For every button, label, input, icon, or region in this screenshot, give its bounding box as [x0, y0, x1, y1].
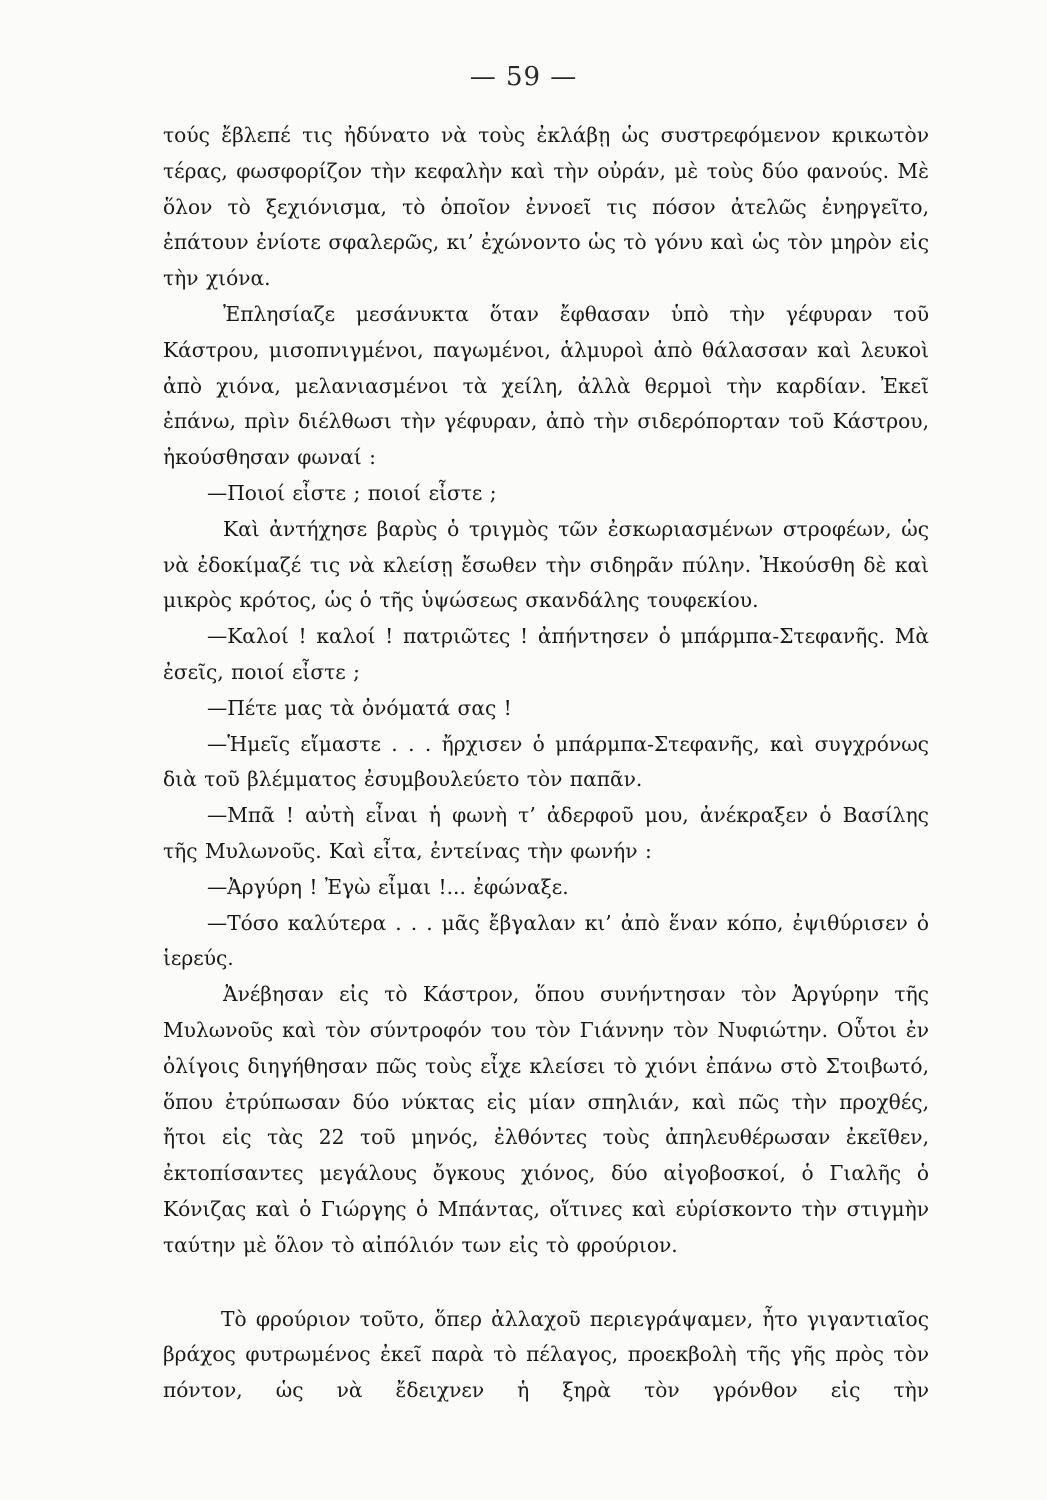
paragraph: Τὸ φρούριον τοῦτο, ὅπερ ἀλλαχοῦ περιεγράψαμεν, ἦτο γιγαντιαῖος βράχος φυτρωμένος ἐκεῖ παρὰ τὸ πέλαγος, προεκβολὴ τῆς γῆς πρὸς τὸν πόντον, ὡς νὰ ἔδειχνεν ἡ ξηρὰ τὸν γρόνθον εἰς τὴν: [163, 1306, 929, 1403]
paragraph: Ἐπλησίαζε μεσάνυκτα ὅταν ἔφθασαν ὑπὸ τὴν γέφυραν τοῦ Κάστρου, μισοπνιγμένοι, παγωμένοι, ἁλμυροὶ ἀπὸ θάλασσαν καὶ λευκοὶ ἀπὸ χιόνα, μελανιασμένοι τὰ χείλη, ἀλλὰ θερμοὶ τὴν καρδίαν. Ἐκεῖ ἐπάνω, πρὶν διέλθωσι τὴν γέφυραν, ἀπὸ τὴν σιδερόπορταν τοῦ Κάστρου, ἠκούσθησαν φωναί :: [163, 301, 929, 470]
paragraph: Καὶ ἀντήχησε βαρὺς ὁ τριγμὸς τῶν ἐσκωριασμένων στροφέων, ὡς νὰ ἐδοκίμαζέ τις νὰ κλείσῃ ἔσωθεν τὴν σιδηρᾶν πύλην. Ἠκούσθη δὲ καὶ μικρὸς κρότος, ὡς ὁ τῆς ὑψώσεως σκανδάλης τουφεκίου.: [163, 516, 929, 613]
dialogue-line: —Μπᾶ ! αὐτὴ εἶναι ἡ φωνὴ τ’ ἀδερφοῦ μου, ἀνέκραξεν ὁ Βασίλης τῆς Μυλωνοῦς. Καὶ εἶτα, ἐντείνας τὴν φωνήν :: [163, 803, 929, 863]
dialogue-line: —Ἡμεῖς εἴμαστε . . . ἤρχισεν ὁ μπάρμπα-Στεφανῆς, καὶ συγχρόνως διὰ τοῦ βλέμματος ἐσυμβουλεύετο τὸν παπᾶν.: [163, 731, 929, 792]
paragraph-continuation: τούς ἔβλεπέ τις ἠδύνατο νὰ τοὺς ἐκλάβῃ ὡς συστρεφόμενον κρικωτὸν τέρας, φωσφορίζον τὴν κεφαλὴν καὶ τὴν οὐράν, μὲ τοὺς δύο φανούς. Μὲ ὅλον τὸ ξεχιόνισμα, τὸ ὁποῖον ἐννοεῖ τις πόσον ἀτελῶς ἐνηργεῖτο, ἐπάτουν ἐνίοτε σφαλερῶς, κι’ ἐχώνοντο ὡς τὸ γόνυ καὶ ὡς τὸν μηρὸν εἰς τὴν χιόνα.: [163, 123, 929, 291]
dialogue-line: —Ποιοί εἶστε ; ποιοί εἶστε ;: [207, 480, 497, 505]
page-number: — 59 —: [469, 62, 578, 92]
dialogue-line: —Πέτε μας τὰ ὀνόματά σας !: [207, 695, 512, 720]
dialogue-line: —Ἀργύρη ! Ἐγὼ εἶμαι !... ἐφώναξε.: [207, 874, 569, 899]
dialogue-line: —Τόσο καλύτερα . . . μᾶς ἔβγαλαν κι’ ἀπὸ ἕναν κόπο, ἐψιθύρισεν ὁ ἱερεύς.: [163, 910, 929, 971]
body-text: [163, 118, 929, 1409]
dialogue-line: —Καλοί ! καλοί ! πατριῶτες ! ἀπήντησεν ὁ μπάρμπα-Στεφανῆς. Μὰ ἐσεῖς, ποιοί εἶστε ;: [163, 624, 929, 684]
paragraph: Ἀνέβησαν εἰς τὸ Κάστρον, ὅπου συνήντησαν τὸν Ἀργύρην τῆς Μυλωνοῦς καὶ τὸν σύντροφόν του τὸν Γιάννην τὸν Νυφιώτην. Οὗτοι ἐν ὀλίγοις διηγήθησαν πῶς τοὺς εἶχε κλείσει τὸ χιόνι ἐπάνω στὸ Στοιβωτό, ὅπου ἐτρύπωσαν δύο νύκτας εἰς μίαν σπηλιάν, καὶ πῶς τὴν προχθές, ἤτοι εἰς τὰς 22 τοῦ μηνός, ἐλθόντες τοὺς ἀπηλευθέρωσαν ἐκεῖθεν, ἐκτοπίσαντες μεγάλους ὄγκους χιόνος, δύο αἰγοβοσκοί, ὁ Γιαλῆς ὁ Κόνιζας καὶ ὁ Γιώργης ὁ Μπάντας, οἵτινες καὶ εὑρίσκοντο τὴν στιγμὴν ταύτην μὲ ὅλον τὸ αἰπόλιόν των εἰς τὸ φρούριον.: [163, 982, 929, 1257]
